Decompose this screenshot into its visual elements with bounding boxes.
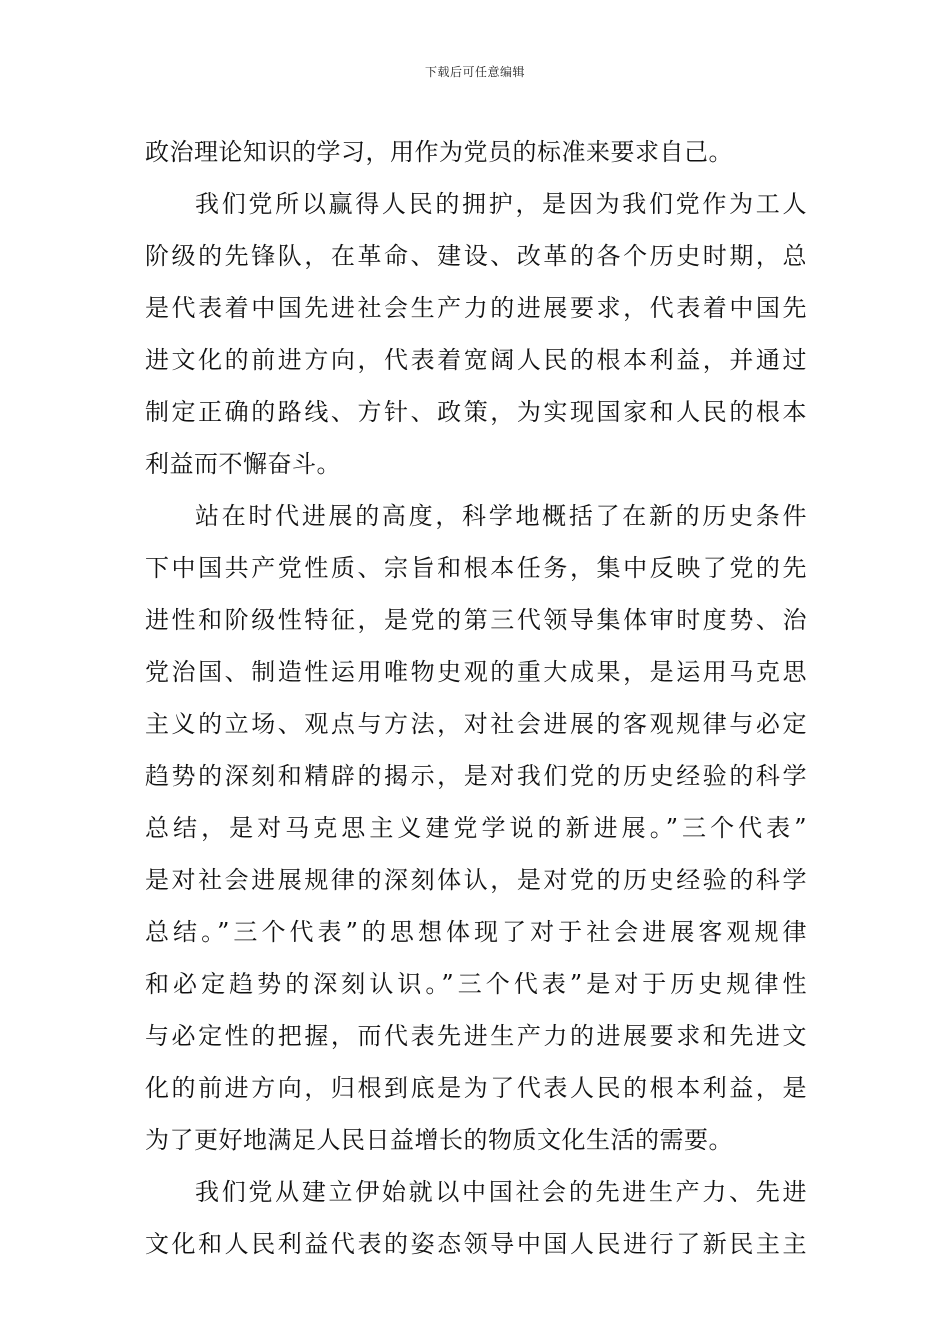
text-line: 进性和阶级性特征，是党的第三代领导集体审时度势、治	[145, 606, 807, 634]
page-header: 下载后可任意编辑	[424, 65, 525, 79]
text-line: 和必定趋势的深刻认识。”三个代表”是对于历史规律性	[145, 970, 807, 998]
text-line: 总结，是对马克思主义建党学说的新进展。”三个代表”	[145, 814, 807, 842]
body-text	[145, 126, 807, 1270]
text-line: 政治理论知识的学习，用作为党员的标准来要求自己。	[145, 138, 733, 166]
text-line: 主义的立场、观点与方法，对社会进展的客观规律与必定	[145, 710, 807, 738]
text-line: 化的前进方向，归根到底是为了代表人民的根本利益，是	[145, 1074, 807, 1102]
text-line: 站在时代进展的高度，科学地概括了在新的历史条件	[195, 502, 807, 530]
text-line: 总结。”三个代表”的思想体现了对于社会进展客观规律	[145, 918, 807, 946]
text-line: 制定正确的路线、方针、政策，为实现国家和人民的根本	[145, 398, 807, 426]
text-line: 我们党从建立伊始就以中国社会的先进生产力、先进	[195, 1178, 807, 1206]
text-line: 趋势的深刻和精辟的揭示，是对我们党的历史经验的科学	[145, 762, 807, 790]
text-line: 进文化的前进方向，代表着宽阔人民的根本利益，并通过	[145, 346, 807, 374]
text-line: 为了更好地满足人民日益增长的物质文化生活的需要。	[145, 1126, 733, 1154]
text-line: 是对社会进展规律的深刻体认，是对党的历史经验的科学	[145, 866, 807, 894]
text-line: 与必定性的把握，而代表先进生产力的进展要求和先进文	[145, 1022, 807, 1050]
text-line: 利益而不懈奋斗。	[145, 450, 341, 478]
text-line: 是代表着中国先进社会生产力的进展要求，代表着中国先	[145, 294, 807, 322]
text-line: 阶级的先锋队，在革命、建设、改革的各个历史时期，总	[145, 242, 807, 270]
text-line: 党治国、制造性运用唯物史观的重大成果，是运用马克思	[145, 658, 807, 686]
text-line: 文化和人民利益代表的姿态领导中国人民进行了新民主主	[145, 1230, 807, 1258]
text-line: 下中国共产党性质、宗旨和根本任务，集中反映了党的先	[145, 554, 807, 582]
text-line: 我们党所以赢得人民的拥护，是因为我们党作为工人	[195, 190, 807, 218]
